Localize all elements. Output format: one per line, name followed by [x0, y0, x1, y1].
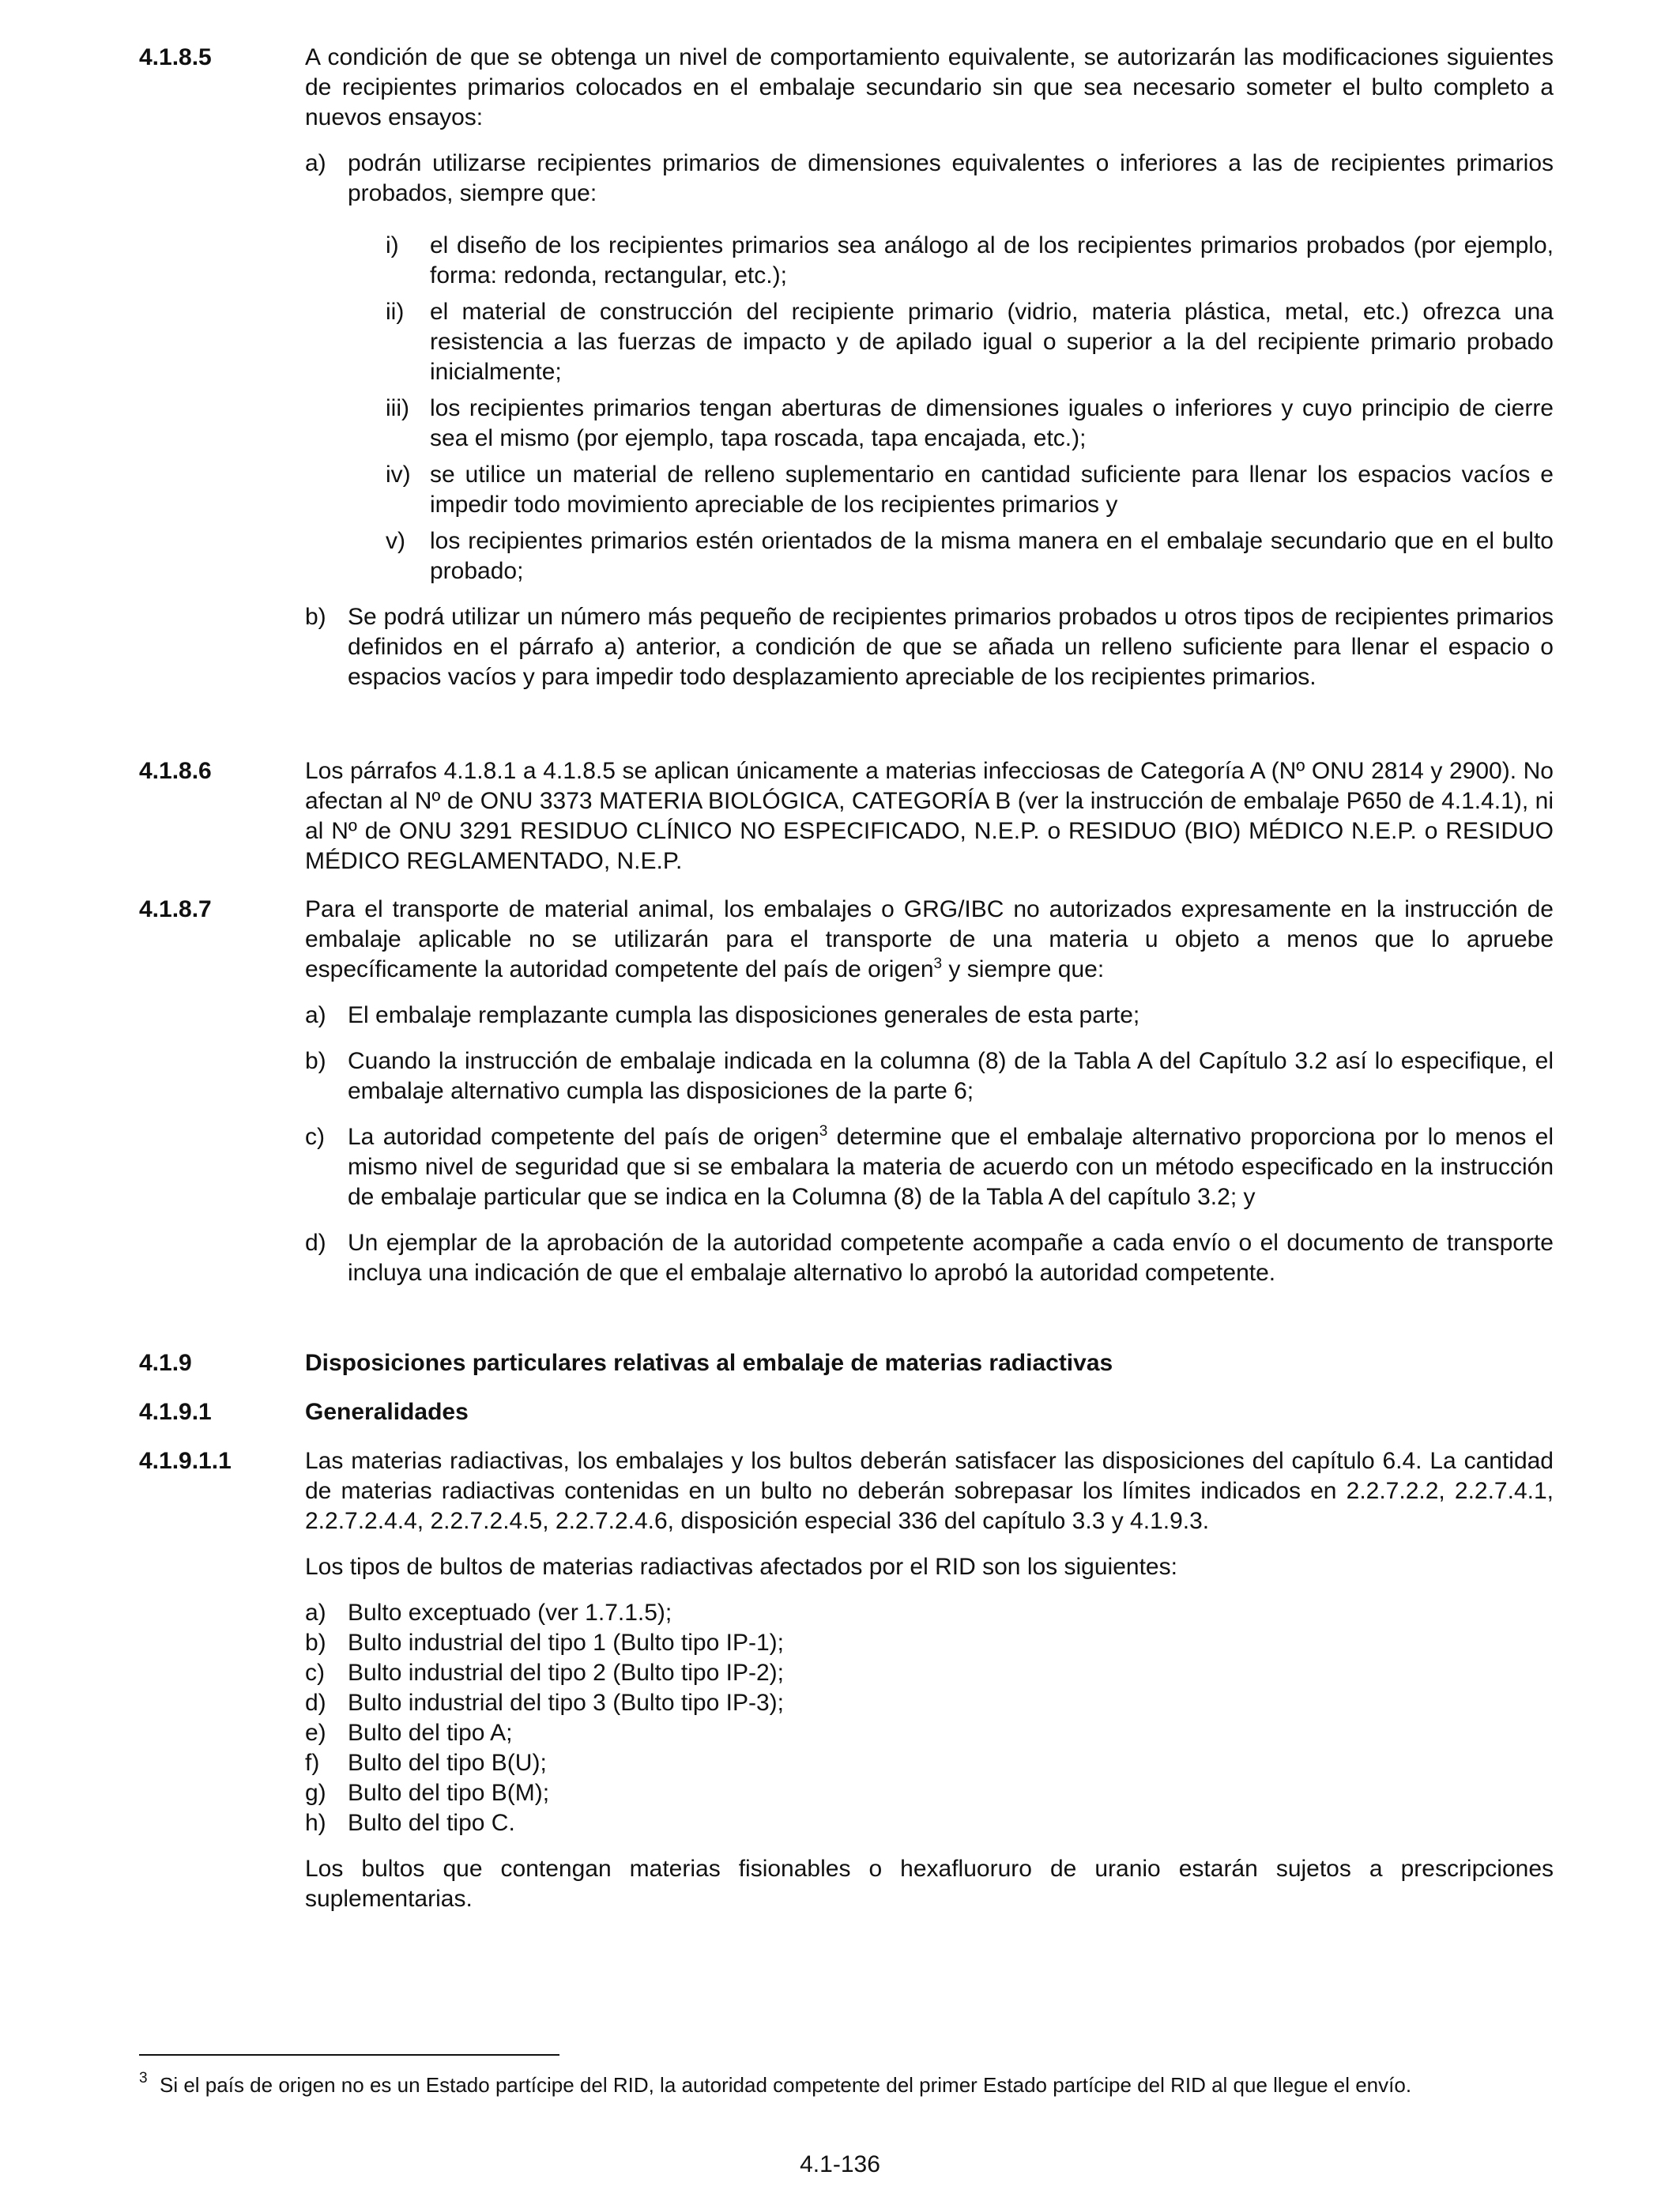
sub-item-label: i) [386, 232, 399, 258]
sub-item-ii [386, 297, 1554, 387]
sub-item-label: iii) [386, 395, 409, 421]
list-item [305, 1688, 1554, 1718]
sub-item-text: se utilice un material de relleno suplementario en cantidad suficiente para llenar los espacios vacíos e impedir todo movimiento apreciable de los recipientes primarios y [430, 462, 1554, 518]
section-number: 4.1.8.6 [139, 758, 212, 784]
item-text: Bulto industrial del tipo 3 (Bulto tipo IP-3); [348, 1690, 784, 1716]
section-number: 4.1.9 [139, 1350, 192, 1376]
item-text: Bulto del tipo C. [348, 1810, 515, 1836]
sub-item-label: v) [386, 528, 405, 554]
sub-item-text: los recipientes primarios estén orientados de la misma manera en el embalaje secundario que en el bulto probado; [430, 528, 1554, 584]
footnote [139, 2071, 1546, 2099]
sub-item-label: iv) [386, 462, 411, 488]
item-text: Un ejemplar de la aprobación de la autoridad competente acompañe a cada envío o el documento de transporte incluya una indicación de que el embalaje alternativo lo aprobó la autoridad competente. [348, 1230, 1554, 1286]
list-item [305, 1808, 1554, 1838]
section-4-1-8-5 [139, 43, 1554, 708]
list-item-b [305, 602, 1554, 692]
sub-item-iii [386, 394, 1554, 454]
item-label: d) [305, 1230, 326, 1256]
item-label: a) [305, 150, 326, 176]
section-number: 4.1.9.1.1 [139, 1448, 232, 1474]
intro-text: Para el transporte de material animal, los embalajes o GRG/IBC no autorizados expresamente en la instrucción de embalaje aplicable no se utilizarán para el transporte de una materia u objeto a menos que lo apruebe específicamente la autoridad competente del país de origen [305, 896, 1554, 982]
item-text-end: determine que el embalaje alternativo proporciona por lo menos el mismo nivel de seguridad que si se embalara la materia de acuerdo con un método especificado en la instrucción de embalaje particular que se indica en la Columna (8) de la Tabla A del capítulo 3.2; y [348, 1124, 1554, 1210]
sub-item-i [386, 231, 1554, 291]
section-4-1-8-6 [139, 756, 1554, 892]
sub-item-text: el diseño de los recipientes primarios sea análogo al de los recipientes primarios probados (por ejemplo, forma: redonda, rectangular, etc.); [430, 232, 1554, 288]
item-label: c) [305, 1124, 325, 1150]
item-label: b) [305, 1630, 326, 1656]
sub-item-text: el material de construcción del recipiente primario (vidrio, materia plástica, metal, etc.) ofrezca una resistencia a las fuerzas de impacto y de apilado igual o superior a la del recipiente primario probado inicialmente; [430, 299, 1554, 385]
list-item-d [305, 1228, 1554, 1288]
intro-text-end: y siempre que: [942, 956, 1105, 982]
list-item-a [305, 1001, 1554, 1031]
footnote-ref[interactable]: 3 [819, 1123, 828, 1140]
section-heading: Generalidades [305, 1399, 469, 1425]
section-number: 4.1.8.7 [139, 896, 212, 922]
sub-item-text: los recipientes primarios tengan aberturas de dimensiones iguales o inferiores y cuyo principio de cierre sea el mismo (por ejemplo, tapa roscada, tapa encajada, etc.); [430, 395, 1554, 451]
list-item [305, 1628, 1554, 1658]
item-label: a) [305, 1600, 326, 1626]
item-label: f) [305, 1750, 320, 1776]
item-text: Bulto del tipo B(U); [348, 1750, 547, 1776]
item-label: b) [305, 1048, 326, 1074]
item-text: Bulto del tipo B(M); [348, 1780, 550, 1806]
section-intro: A condición de que se obtenga un nivel de comportamiento equivalente, se autorizarán las modificaciones siguientes de recipientes primarios colocados en el embalaje secundario sin que sea necesario someter el bulto completo a nuevos ensayos: [305, 44, 1554, 130]
section-number: 4.1.9.1 [139, 1399, 212, 1425]
sub-item-iv [386, 460, 1554, 520]
list-item-c [305, 1122, 1554, 1212]
section-heading: Disposiciones particulares relativas al embalaje de materias radiactivas [305, 1350, 1113, 1376]
section-number: 4.1.8.5 [139, 44, 212, 70]
item-text: Bulto industrial del tipo 1 (Bulto tipo IP-1); [348, 1630, 784, 1656]
section-4-1-9 [139, 1348, 1554, 1394]
footnote-text: Si el país de origen no es un Estado partícipe del RID, la autoridad competente del primer Estado partícipe del RID al que llegue el envío. [160, 2073, 1412, 2097]
list-item-a [305, 149, 1554, 586]
item-text: Se podrá utilizar un número más pequeño de recipientes primarios probados u otros tipos de recipientes primarios definidos en el párrafo a) anterior, a condición de que se añada un relleno suficiente para llenar el espacio o espacios vacíos y para impedir todo desplazamiento apreciable de los recipientes primarios. [348, 604, 1554, 690]
list-item [305, 1778, 1554, 1808]
item-text-start: La autoridad competente del país de origen [348, 1124, 819, 1150]
item-label: b) [305, 604, 326, 630]
page-number: 4.1-136 [800, 2151, 880, 2177]
item-text: Bulto del tipo A; [348, 1720, 513, 1746]
footnote-number: 3 [139, 2070, 148, 2087]
sub-item-label: ii) [386, 299, 405, 325]
item-label: d) [305, 1690, 326, 1716]
package-type-list [305, 1598, 1554, 1838]
item-label: g) [305, 1780, 326, 1806]
item-text: Bulto industrial del tipo 2 (Bulto tipo IP-2); [348, 1660, 784, 1686]
sub-list [386, 231, 1554, 586]
list-item [305, 1598, 1554, 1628]
item-text: Bulto exceptuado (ver 1.7.1.5); [348, 1600, 672, 1626]
list-item [305, 1748, 1554, 1778]
section-text: Los párrafos 4.1.8.1 a 4.1.8.5 se aplican únicamente a materias infecciosas de Categoría A (Nº ONU 2814 y 2900). No afectan al Nº de ONU 3373 MATERIA BIOLÓGICA, CATEGORÍA B (ver la instrucción de embalaje P650 de 4.1.4.1), ni al Nº de ONU 3291 RESIDUO CLÍNICO NO ESPECIFICADO, N.E.P. o RESIDUO (BIO) MÉDICO N.E.P. o RESIDUO MÉDICO REGLAMENTADO, N.E.P. [305, 758, 1554, 874]
item-label: h) [305, 1810, 326, 1836]
list-item [305, 1658, 1554, 1688]
item-text: podrán utilizarse recipientes primarios de dimensiones equivalentes o inferiores a las de recipientes primarios probados, siempre que: [348, 150, 1554, 206]
section-paragraph-1: Las materias radiactivas, los embalajes y los bultos deberán satisfacer las disposiciones del capítulo 6.4. La cantidad de materias radiactivas contenidas en un bulto no deberán sobrepasar los límites indicados en 2.2.7.2.2, 2.2.7.4.1, 2.2.7.2.4.4, 2.2.7.2.4.5, 2.2.7.2.4.6, disposición especial 336 del capítulo 3.3 y 4.1.9.3. [305, 1448, 1554, 1534]
item-label: a) [305, 1002, 326, 1028]
item-label: c) [305, 1660, 325, 1686]
item-text [348, 1122, 1554, 1212]
list-item [305, 1718, 1554, 1748]
section-4-1-9-1-1 [139, 1446, 1554, 1930]
item-label: e) [305, 1720, 326, 1746]
item-text: Cuando la instrucción de embalaje indicada en la columna (8) de la Tabla A del Capítulo 3.2 así lo especifique, el embalaje alternativo cumpla las disposiciones de la parte 6; [348, 1048, 1554, 1104]
section-paragraph-2: Los tipos de bultos de materias radiactivas afectados por el RID son los siguientes: [305, 1554, 1177, 1580]
list-item-b [305, 1046, 1554, 1106]
sub-item-v [386, 526, 1554, 586]
item-text: El embalaje remplazante cumpla las disposiciones generales de esta parte; [348, 1002, 1140, 1028]
section-paragraph-3: Los bultos que contengan materias fisionables o hexafluoruro de uranio estarán sujetos a prescripciones suplementarias. [305, 1856, 1554, 1912]
section-4-1-9-1 [139, 1397, 1554, 1443]
footnote-ref[interactable]: 3 [933, 956, 943, 972]
section-intro [305, 895, 1554, 985]
section-4-1-8-7 [139, 895, 1554, 1304]
footnote-divider [139, 2054, 559, 2056]
